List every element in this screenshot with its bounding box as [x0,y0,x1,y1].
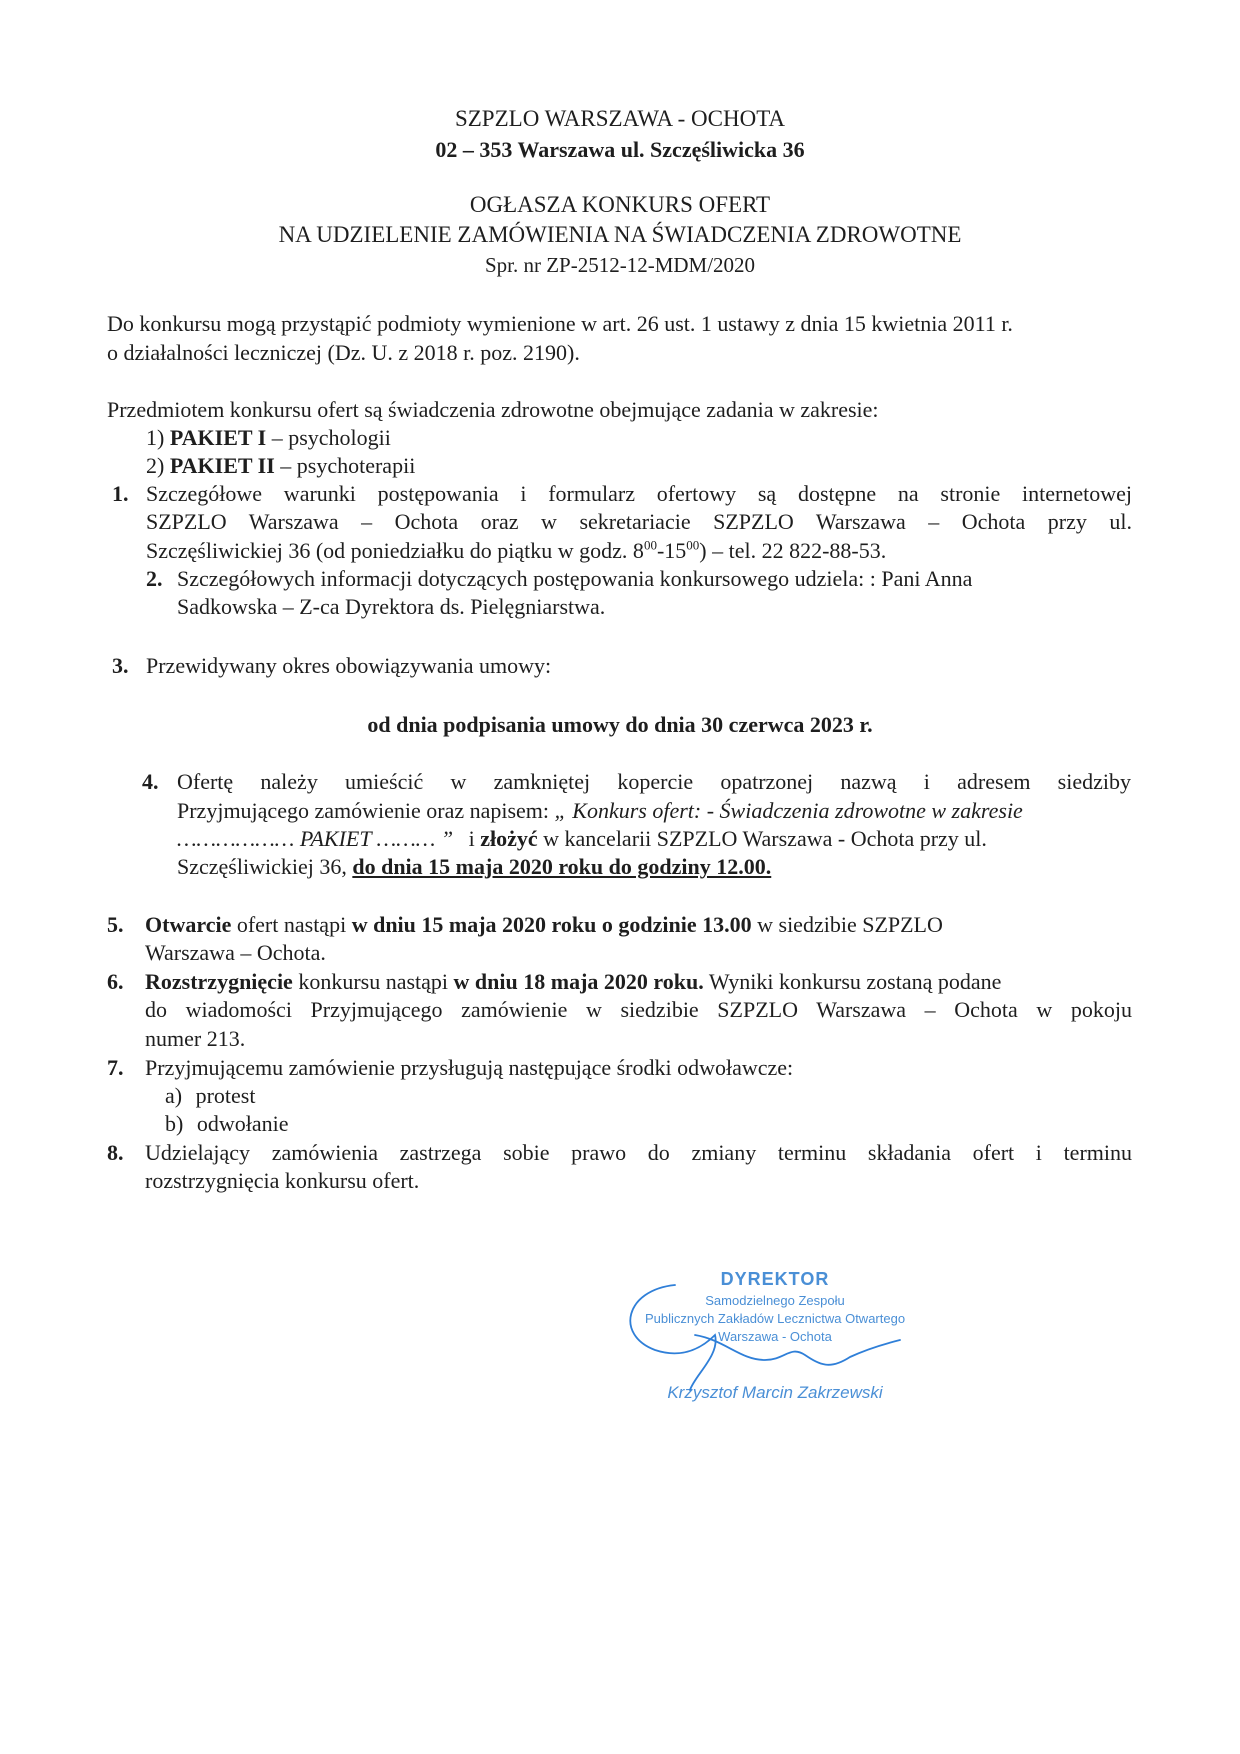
envelope-label-cont: ……………… PAKIET ……… ” [177,826,454,851]
item-5-line-2: Warszawa – Ochota. [145,940,326,965]
package-name: PAKIET I [169,425,267,450]
item-number: 7. [107,1055,124,1080]
item-6-line-2: do wiadomości Przyjmującego zamówienie w siedzibie SZPZLO Warszawa – Ochota w pokoju [145,997,1132,1022]
item-number: 2. [146,566,163,591]
hours-text: -15 [656,538,687,563]
resolution-word: Rozstrzygnięcie [145,969,293,994]
item-4-line-1: Ofertę należy umieścić w zamkniętej kopercie opatrzonej nazwą i adresem siedziby [177,769,1131,794]
item-6-line-3: numer 213. [145,1026,246,1051]
text: Wyniki konkursu zostaną podane [708,969,1002,994]
remedy-text: odwołanie [196,1111,289,1136]
text: Przyjmującego zamówienie oraz napisem: [177,798,550,823]
org-address: 02 – 353 Warszawa ul. Szczęśliwicka 36 [435,137,805,162]
opening-date: w dniu 15 maja 2020 roku o godzinie 13.00 [351,912,752,937]
item-1-line-3 [146,537,886,565]
text: i [468,826,475,851]
item-number: 6. [107,969,124,994]
handwritten-signature-icon [595,1265,955,1415]
remedy-b [165,1110,288,1138]
director-name: Krzysztof Marcin Zakrzewski [667,1383,883,1402]
resolution-date: w dniu 18 maja 2020 roku. [453,969,704,994]
item-8-line-1: Udzielający zamówienia zastrzega sobie prawo do zmiany terminu składania ofert i terminu [145,1140,1132,1165]
hours-sup: 00 [643,537,657,553]
intro-line-2: o działalności leczniczej (Dz. U. z 2018 r. poz. 2190). [107,340,580,365]
text: w siedzibie SZPZLO [757,912,943,937]
item-number: 8. [107,1140,124,1165]
opening-word: Otwarcie [145,912,232,937]
item-1-line-1: Szczegółowe warunki postępowania i formularz ofertowy są dostępne na stronie internetowej [146,481,1132,506]
item-number: 5. [107,912,124,937]
text: ofert nastąpi [236,912,347,937]
item-4-line-4 [177,853,771,881]
package-name: PAKIET II [169,453,275,478]
package-desc: – psychologii [271,425,391,450]
item-number: 4. [142,769,159,794]
item-8-line-2: rozstrzygnięcia konkursu ofert. [145,1168,420,1193]
stamp-line-3: Warszawa - Ochota [718,1329,832,1344]
hours-text: Szczęśliwickiej 36 (od poniedziałku do piątku w godz. 8 [146,538,644,563]
deadline: do dnia 15 maja 2020 roku do godziny 12.00. [352,854,772,879]
remedy-number: a) [165,1083,183,1108]
item-1-line-2: SZPZLO Warszawa – Ochota oraz w sekretariacie SZPZLO Warszawa – Ochota przy ul. [146,509,1132,534]
remedy-number: b) [165,1111,184,1136]
announcement-subtitle: NA UDZIELENIE ZAMÓWIENIA NA ŚWIADCZENIA ZDROWOTNE [278,222,962,247]
text: w kancelarii SZPZLO Warszawa - Ochota przy ul. [543,826,987,851]
package-number: 1) [146,425,165,450]
item-2-line-1: Szczegółowych informacji dotyczących postępowania konkursowego udziela: : Pani Anna [177,566,973,591]
phone-text: ) – tel. 22 822-88-53. [699,538,887,563]
subject-line: Przedmiotem konkursu ofert są świadczenia zdrowotne obejmujące zadania w zakresie: [107,397,879,422]
remedy-a [165,1082,255,1110]
org-name: SZPZLO WARSZAWA - OCHOTA [454,106,786,131]
item-3-line-1: Przewidywany okres obowiązywania umowy: [146,653,552,678]
announcement-title: OGŁASZA KONKURS OFERT [469,192,771,217]
item-7-line-1: Przyjmującemu zamówienie przysługują następujące środki odwoławcze: [145,1055,794,1080]
item-number: 1. [112,481,129,506]
stamp-line-2: Publicznych Zakładów Lecznictwa Otwartego [644,1311,906,1326]
package-1 [146,424,391,452]
text: Szczęśliwickiej 36, [177,854,347,879]
submit-word: złożyć [480,826,538,851]
intro-line-1: Do konkursu mogą przystąpić podmioty wymienione w art. 26 ust. 1 ustawy z dnia 15 kwietnia 2011 r. [107,311,1013,336]
item-4-line-3 [177,825,1131,853]
reference-number: Spr. nr ZP-2512-12-MDM/2020 [484,253,756,277]
remedy-text: protest [195,1083,256,1108]
envelope-label: „ Konkurs ofert: - Świadczenia zdrowotne w zakresie [554,798,1023,823]
contract-period: od dnia podpisania umowy do dnia 30 czerwca 2023 r. [367,712,873,737]
package-desc: – psychoterapii [280,453,416,478]
item-4-line-2 [177,797,1023,825]
package-number: 2) [146,453,165,478]
item-number: 3. [112,653,129,678]
text: konkursu nastąpi [298,969,449,994]
director-stamp [595,1265,955,1415]
stamp-line-1: Samodzielnego Zespołu [705,1293,845,1308]
hours-sup: 00 [686,537,700,553]
item-6-line-1 [145,968,1001,996]
package-2 [146,452,415,480]
stamp-title: DYREKTOR [720,1269,830,1289]
item-5-line-1 [145,911,943,939]
item-2-line-2: Sadkowska – Z-ca Dyrektora ds. Pielęgniarstwa. [177,594,606,619]
